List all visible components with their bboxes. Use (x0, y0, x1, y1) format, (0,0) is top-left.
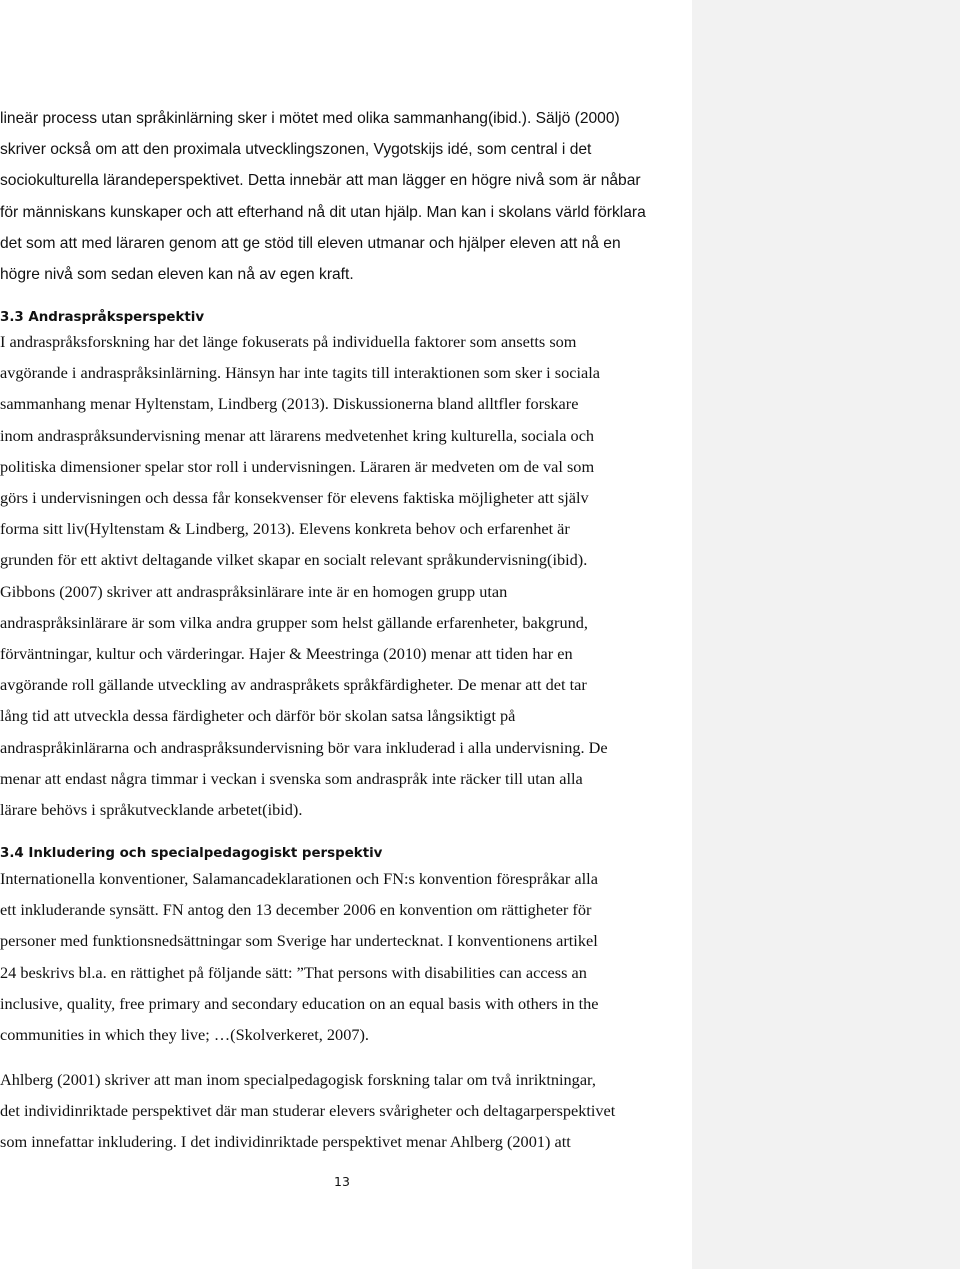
text-line: det individinriktade perspektivet där man studerar elevers svårigheter och deltagarperspektivet (0, 1101, 616, 1121)
text-line: politiska dimensioner spelar stor roll i undervisningen. Läraren är medveten om de val som (0, 456, 595, 476)
text-line: det som att med läraren genom att ge stöd till eleven utmanar och hjälper eleven att nå en (0, 234, 621, 252)
text-line: 24 beskrivs bl.a. en rättighet på följande sätt: ”That persons with disabilities can access an (0, 962, 587, 982)
text-line: högre nivå som sedan eleven kan nå av egen kraft. (0, 266, 354, 284)
text-line: Gibbons (2007) skriver att andraspråksinlärare inte är en homogen grupp utan (0, 581, 508, 601)
text-line: lång tid att utveckla dessa färdigheter och därför bör skolan satsa långsiktigt på (0, 706, 516, 726)
text-line: avgörande roll gällande utveckling av andraspråkets språkfärdigheter. De menar att det tar (0, 675, 587, 695)
viewer-side-panel (692, 0, 960, 1269)
text-line: personer med funktionsnedsättningar som Sverige har undertecknat. I konventionens artikel (0, 931, 598, 951)
text-line: skriver också om att den proximala utvecklingszonen, Vygotskijs idé, som central i det (0, 141, 592, 159)
paragraph-inclusion (0, 863, 690, 1050)
section-heading-3-4: 3.4 Inkludering och specialpedagogiskt perspektiv (0, 846, 383, 861)
page-number: 13 (334, 1174, 350, 1189)
text-line: ett inkluderande synsätt. FN antog den 13 december 2006 en konvention om rättigheter för (0, 900, 592, 920)
text-line: sammanhang menar Hyltenstam, Lindberg (2013). Diskussionerna bland alltfler forskare (0, 394, 579, 414)
text-line: I andraspråksforskning har det länge fokuserats på individuella faktorer som ansetts som (0, 332, 577, 351)
paragraph-sociocultural (0, 103, 690, 290)
text-line: inclusive, quality, free primary and secondary education on an equal basis with others in the (0, 993, 599, 1013)
text-line: lärare behövs i språkutvecklande arbetet(ibid). (0, 800, 303, 820)
text-line: avgörande i andraspråksinlärning. Hänsyn har inte tagits till interaktionen som sker i sociala (0, 363, 600, 383)
text-line: lineär process utan språkinlärning sker i mötet med olika sammanhang(ibid.). Säljö (2000) (0, 110, 620, 127)
text-line: menar att endast några timmar i veckan i svenska som andraspråk inte räcker till utan alla (0, 768, 583, 788)
text-line: förväntningar, kultur och värderingar. Hajer & Meestringa (2010) menar att tiden har en (0, 644, 573, 664)
text-line: forma sitt liv(Hyltenstam & Lindberg, 2013). Elevens konkreta behov och erfarenhet är (0, 519, 570, 539)
paragraph-second-language (0, 326, 690, 825)
text-line: för människans kunskaper och att efterhand nå dit utan hjälp. Man kan i skolans värld förklara (0, 203, 646, 221)
text-line: Internationella konventioner, Salamancadeklarationen och FN:s konvention förespråkar alla (0, 869, 598, 888)
paragraph-ahlberg (0, 1064, 690, 1158)
text-line: Ahlberg (2001) skriver att man inom specialpedagogisk forskning talar om två inriktningar, (0, 1070, 596, 1089)
text-line: communities in which they live; …(Skolverkeret, 2007). (0, 1025, 369, 1045)
text-line: görs i undervisningen och dessa får konsekvenser för elevens faktiska möjligheter att själv (0, 488, 589, 508)
text-line: grunden för ett aktivt deltagande vilket skapar en socialt relevant språkundervisning(ibid). (0, 550, 588, 570)
section-heading-3-3: 3.3 Andraspråksperspektiv (0, 310, 205, 325)
text-line: sociokulturella lärandeperspektivet. Detta innebär att man lägger en högre nivå som är nåbar (0, 172, 641, 190)
text-line: andraspråksinlärare är som vilka andra grupper som helst gällande erfarenheter, bakgrund, (0, 612, 588, 632)
text-line: inom andraspråksundervisning menar att lärarens medvetenhet kring kulturella, sociala och (0, 425, 595, 445)
text-line: som innefattar inkludering. I det individinriktade perspektivet menar Ahlberg (2001) att (0, 1132, 571, 1152)
text-line: andraspråkinlärarna och andraspråksundervisning bör vara inkluderad i alla undervisning. De (0, 737, 608, 757)
